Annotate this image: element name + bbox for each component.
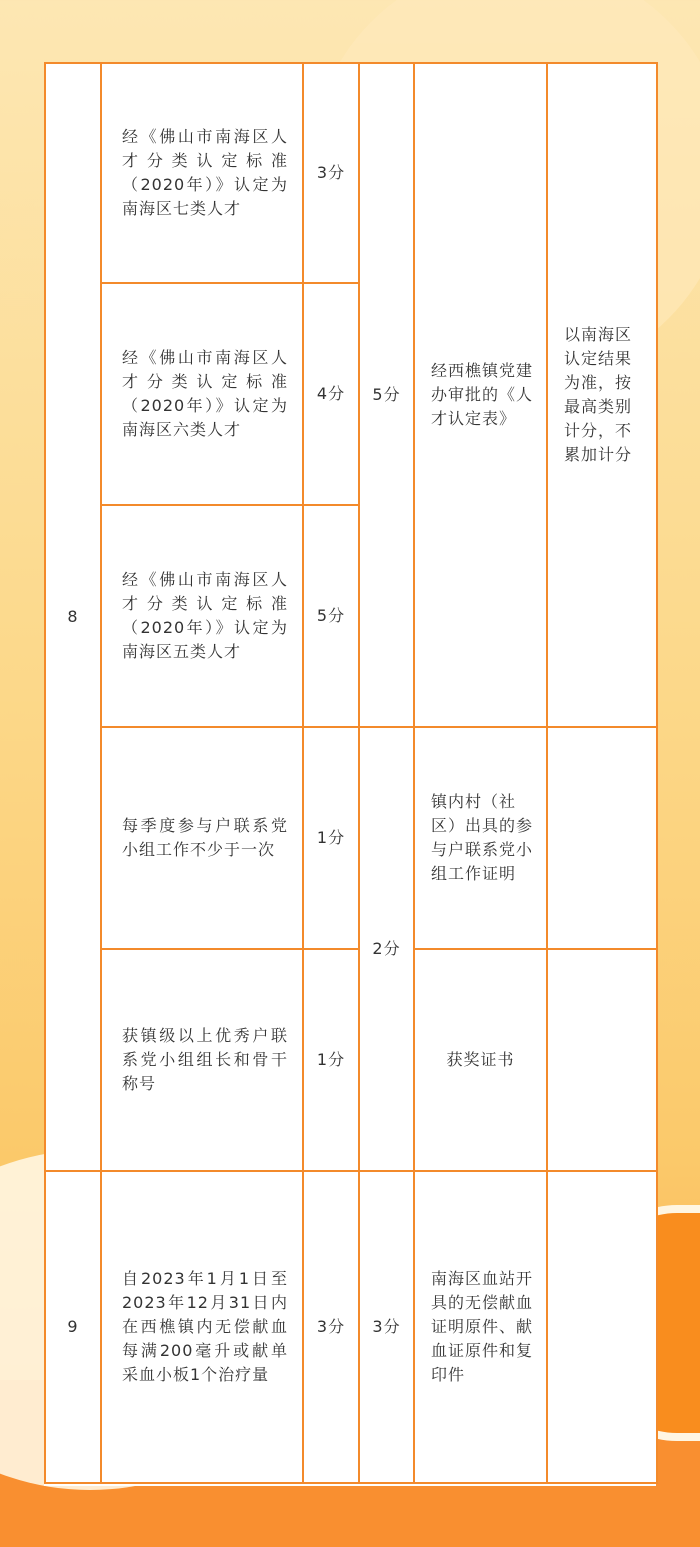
- max-score-cell: 5分: [359, 63, 414, 727]
- row-number: 8: [45, 63, 101, 1171]
- note-cell: 以南海区认定结果为准，按最高类别计分，不累加计分: [547, 63, 657, 727]
- score-cell: 3分: [303, 1171, 359, 1483]
- material-cell: 获奖证书: [414, 949, 547, 1171]
- criterion-cell: 经《佛山市南海区人才分类认定标准（2020年）》认定为南海区五类人才: [101, 505, 303, 727]
- row-number: 9: [45, 1171, 101, 1483]
- criterion-cell: 获镇级以上优秀户联系党小组组长和骨干称号: [101, 949, 303, 1171]
- note-cell-empty: [547, 949, 657, 1171]
- score-cell: 5分: [303, 505, 359, 727]
- score-cell: 3分: [303, 63, 359, 283]
- max-score-cell: 2分: [359, 727, 414, 1171]
- scoring-table: [44, 62, 658, 1484]
- criterion-cell: 经《佛山市南海区人才分类认定标准（2020年）》认定为南海区六类人才: [101, 283, 303, 505]
- material-cell: 经西樵镇党建办审批的《人才认定表》: [414, 63, 547, 727]
- score-cell: 1分: [303, 727, 359, 949]
- criterion-cell: 自2023年1月1日至2023年12月31日内在西樵镇内无偿献血每满200毫升或献单采血小板1个治疗量: [101, 1171, 303, 1483]
- criterion-cell: 每季度参与户联系党小组工作不少于一次: [101, 727, 303, 949]
- note-cell-empty: [547, 1171, 657, 1483]
- max-score-cell: 3分: [359, 1171, 414, 1483]
- table-row: [45, 63, 657, 283]
- note-cell-empty: [547, 727, 657, 949]
- score-cell: 4分: [303, 283, 359, 505]
- table-row: [45, 949, 657, 1171]
- criterion-cell: 经《佛山市南海区人才分类认定标准（2020年）》认定为南海区七类人才: [101, 63, 303, 283]
- table-row: [45, 727, 657, 949]
- table-row: [45, 1171, 657, 1483]
- score-cell: 1分: [303, 949, 359, 1171]
- material-cell: 镇内村（社区）出具的参与户联系党小组工作证明: [414, 727, 547, 949]
- material-cell: 南海区血站开具的无偿献血证明原件、献血证原件和复印件: [414, 1171, 547, 1483]
